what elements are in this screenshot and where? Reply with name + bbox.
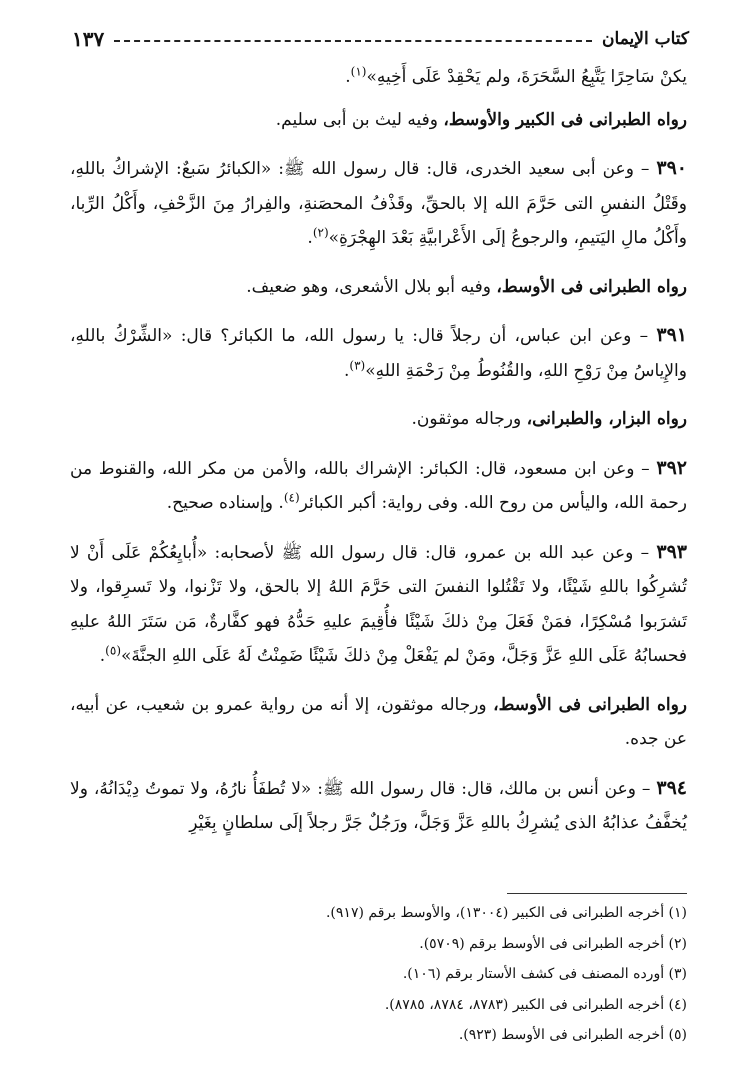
hadith-390: ٣٩٠ – وعن أبى سعيد الخدرى، قال: قال رسول الله ﷺ: «الكبائرُ سَبعٌ: الإشراكُ باللهِ، وقَتْلُ النفسِ التى حَرَّمَ الله إلا بالحقِّ، وقَذْفُ المحصَنةِ، والفِرارُ مِنَ الزَّحْفِ، وأَكْلُ الرِّبا، وأَكْلُ مالِ اليَتيمِ، والرجوعُ إلَى الأَعْرابيَّةِ بَعْدَ الهِجْرَةِ»$^{(٢)}$.	[70, 157, 687, 248]
hadith-391: ٣٩١ – وعن ابن عباس، أن رجلاً قال: يا رسول الله، ما الكبائر؟ قال: «الشِّرْكُ باللهِ، والإِياسُ مِنْ رَوْحِ اللهِ، والقُنُوطُ مِنْ رَحْمَةِ اللهِ»$^{(٣)}$.	[70, 324, 687, 381]
chapter-title: كتاب الإيمان	[602, 29, 689, 49]
footnote-marker: (٤)	[283, 490, 300, 505]
main-text	[70, 60, 687, 855]
source-ref: رواه الطبرانى فى الأوسط،	[493, 694, 687, 715]
hadith-number: ٣٩١	[656, 324, 687, 346]
footnote-item: (١) أخرجه الطبرانى فى الكبير (١٣٠٠٤)، والأوسط برقم (٩١٧).	[325, 905, 687, 921]
footnote-marker: (٥)	[105, 643, 121, 658]
footnote-item: (٢) أخرجه الطبرانى فى الأوسط برقم (٥٧٠٩).	[419, 935, 687, 952]
header-dashed-rule	[114, 40, 592, 42]
footnotes	[70, 898, 687, 1051]
footnote-item: (٥) أخرجه الطبرانى فى الأوسط (٩٢٣).	[458, 1027, 687, 1043]
continuation-paragraph: يكنْ سَاحِرًا يَتَّبِعُ السَّحَرَةَ، ولم يَحْقِدْ عَلَى أَخِيهِ»$^{(١)}$.	[345, 64, 687, 87]
source-note	[70, 103, 687, 138]
hadith-number: ٣٩٣	[656, 540, 687, 563]
hadith-392	[70, 451, 687, 521]
footnote-marker: (٢)	[312, 225, 329, 240]
source-note	[70, 688, 687, 757]
hadith-text: – وعن أبى سعيد الخدرى، قال: قال رسول الله ﷺ: «الكبائرُ سَبعٌ: الإشراكُ باللهِ، وقَتْلُ النفسِ التى حَرَّمَ الله إلا بالحقِّ، وقَذْفُ المحصَنةِ، والفِرارُ مِنَ الزَّحْفِ، وأَكْلُ الرِّبا، وأَكْلُ مالِ اليَتيمِ، والرجوعُ إلَى الأَعْرابيَّةِ بَعْدَ الهِجْرَةِ»	[70, 159, 687, 248]
hadith-number: ٣٩٠	[656, 157, 687, 179]
source-comment: وفيه أبو بلال الأشعرى، وهو ضعيف.	[246, 276, 497, 297]
hadith-text: – وعن ابن عباس، أن رجلاً قال: يا رسول الله، ما الكبائر؟ قال: «الشِّرْكُ باللهِ، والإِياسُ مِنْ رَوْحِ اللهِ، والقُنُوطُ مِنْ رَحْمَةِ اللهِ»	[70, 326, 687, 381]
source-ref: رواه البزار، والطبرانى،	[526, 409, 687, 429]
hadith-number: ٣٩٤	[656, 776, 687, 799]
continuation-text: يكنْ سَاحِرًا يَتَّبِعُ السَّحَرَةَ، ولم يَحْقِدْ عَلَى أَخِيهِ»	[366, 67, 687, 87]
hadith-text: – وعن عبد الله بن عمرو، قال: قال رسول الله ﷺ لأصحابه: «أُبايِعُكُمْ عَلَى أَنْ لا تُشرِكُوا باللهِ شَيْئًا، ولا تَقْتُلوا النفسَ التى حَرَّمَ اللهُ إلا بالحق، ولا تَزْنوا، ولا تَسرِقوا، ولا تَشرَبوا مُسْكِرًا، فمَنْ فَعَلَ مِنْ ذلكَ شَيْئًا فأُقِيمَ عليهِ حَدُّهُ فهو كفَّارةٌ، مَن سَتَرَ اللهُ عليهِ فحسابُهُ عَلَى اللهِ عَزَّ وَجَلَّ، ومَنْ لم يَفْعَلْ مِنْ ذلكَ شَيْئًا ضَمِنْتُ لَهُ عَلَى اللهِ الجنَّةَ»	[70, 542, 687, 666]
source-comment: ورجاله موثقون، إلا أنه من رواية عمرو بن شعيب، عن أبيه، عن جده.	[70, 694, 687, 749]
source-note	[70, 402, 687, 437]
footnote-marker: (٣)	[349, 357, 366, 372]
source-ref: رواه الطبرانى فى الكبير والأوسط،	[443, 109, 687, 130]
footnote-item: (٣) أورده المصنف فى كشف الأستار برقم (١٠٦).	[402, 966, 687, 982]
source-note	[70, 270, 687, 305]
hadith-tail: . وإسناده صحيح.	[166, 493, 284, 513]
hadith-393: ٣٩٣ – وعن عبد الله بن عمرو، قال: قال رسول الله ﷺ لأصحابه: «أُبايِعُكُمْ عَلَى أَنْ لا تُشرِكُوا باللهِ شَيْئًا، ولا تَقْتُلوا النفسَ التى حَرَّمَ اللهُ إلا بالحق، ولا تَزْنوا، ولا تَسرِقوا، ولا تَشرَبوا مُسْكِرًا، فمَنْ فَعَلَ مِنْ ذلكَ شَيْئًا فأُقِيمَ عليهِ حَدُّهُ فهو كفَّارةٌ، مَن سَتَرَ اللهُ عليهِ فحسابُهُ عَلَى اللهِ عَزَّ وَجَلَّ، ومَنْ لم يَفْعَلْ مِنْ ذلكَ شَيْئًا ضَمِنْتُ لَهُ عَلَى اللهِ الجنَّةَ»$^{(٥)}$.	[70, 540, 687, 666]
source-comment: ورجاله موثقون.	[411, 409, 527, 429]
running-header	[72, 22, 689, 56]
source-comment: وفيه ليث بن أبى سليم.	[275, 109, 444, 130]
hadith-text: – وعن ابن مسعود، قال: الكبائر: الإشراك بالله، والأمن من مكر الله، والقنوط من رحمة الله، واليأس من روح الله. وفى رواية: أكبر الكبائر	[70, 458, 687, 513]
footnote-marker: (١)	[350, 64, 367, 79]
source-ref: رواه الطبرانى فى الأوسط،	[496, 276, 687, 297]
hadith-number: ٣٩٢	[656, 456, 687, 479]
page-number: ١٣٧	[72, 27, 105, 51]
hadith-394	[70, 771, 687, 841]
footnote-item: (٤) أخرجه الطبرانى فى الكبير (٨٧٨٣، ٨٧٨٤، ٨٧٨٥).	[384, 996, 687, 1013]
footnote-separator	[507, 893, 687, 894]
hadith-text: – وعن أنس بن مالك، قال: قال رسول الله ﷺ: «لا تُطفَأُ نارُهُ، ولا تموتُ دِيْدَانُهُ، ولا يُخفَّفُ عذابُهُ الذى يُشرِكُ باللهِ عَزَّ وَجَلَّ، ورَجُلٌ جَرَّ رجلاً إلَى سلطانٍ بِغَيْرِ	[70, 778, 687, 833]
